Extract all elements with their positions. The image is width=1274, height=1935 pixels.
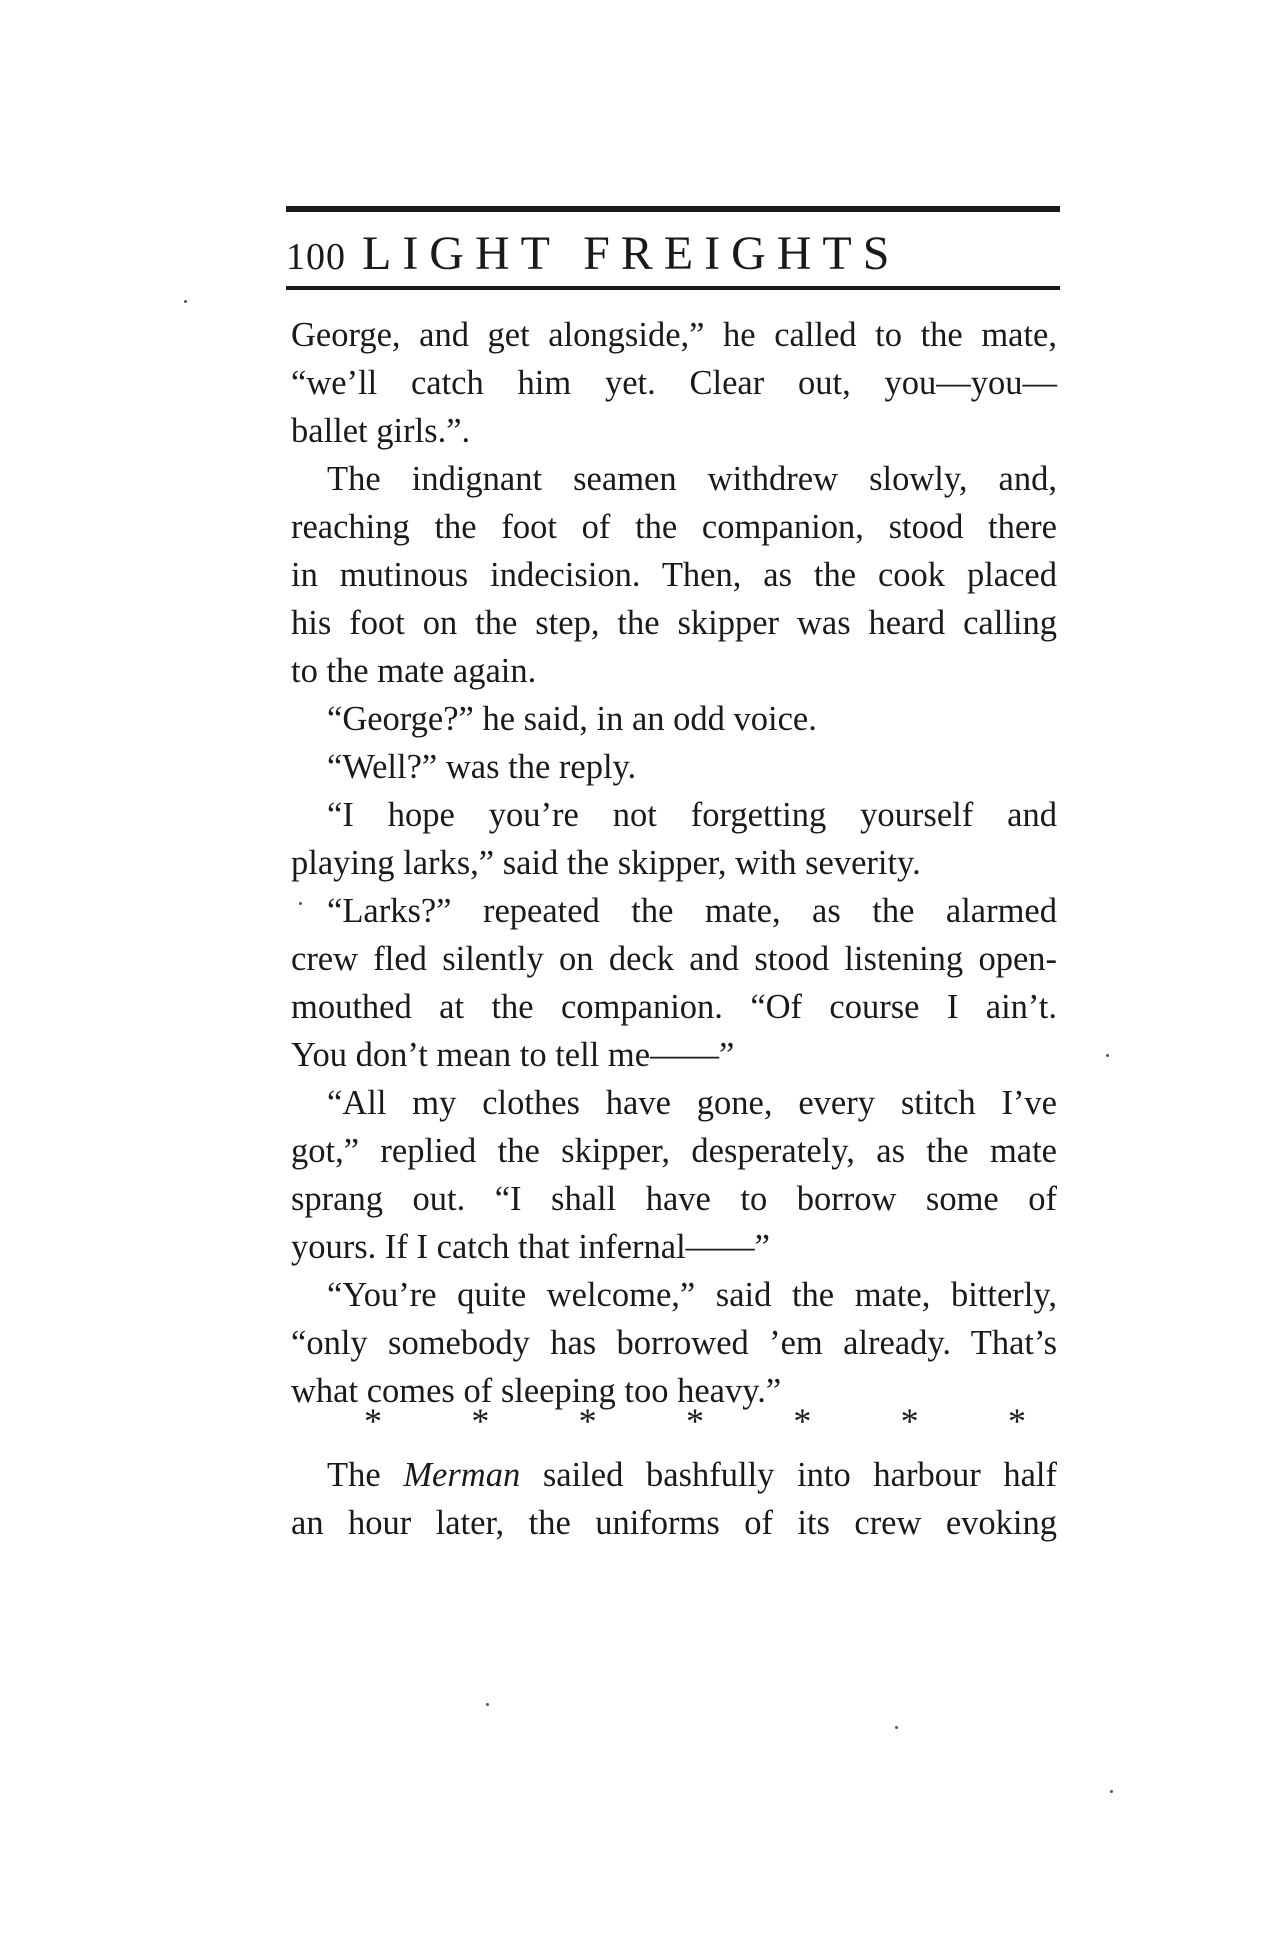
text-line: to the mate again. bbox=[291, 652, 537, 690]
section-break-asterisk: * bbox=[578, 1401, 597, 1441]
text-line: his foot on the step, the skipper was heard calling bbox=[291, 604, 1057, 642]
text-line: an hour later, the uniforms of its crew evoking bbox=[291, 1504, 1057, 1542]
book-title: LIGHT FREIGHTS bbox=[362, 227, 901, 280]
text-line: crew fled silently on deck and stood listening open- bbox=[291, 940, 1057, 978]
section-break-asterisk: * bbox=[900, 1401, 919, 1441]
section-break-asterisk: * bbox=[364, 1401, 382, 1441]
paragraph-first-line: “All my clothes have gone, every stitch I’ve bbox=[327, 1084, 1057, 1122]
text-line: in mutinous indecision. Then, as the cook placed bbox=[291, 556, 1057, 594]
text-line: “we’ll catch him yet. Clear out, you—you— bbox=[291, 364, 1057, 402]
scan-speck bbox=[486, 1703, 489, 1706]
page-number: 100 bbox=[286, 236, 346, 278]
paragraph-first-line: “George?” he said, in an odd voice. bbox=[327, 700, 817, 738]
scan-speck bbox=[184, 300, 187, 303]
text-line: reaching the foot of the companion, stood there bbox=[291, 508, 1057, 546]
section-break-asterisk: * bbox=[1007, 1401, 1026, 1441]
text-line: mouthed at the companion. “Of course I ain’t. bbox=[291, 988, 1057, 1026]
paragraph-first-line: “Larks?” repeated the mate, as the alarmed bbox=[327, 892, 1057, 930]
text-line: You don’t mean to tell me——” bbox=[291, 1036, 735, 1074]
paragraph-first-line bbox=[327, 1452, 1057, 1498]
section-break-asterisk: * bbox=[471, 1401, 490, 1441]
text-line: yours. If I catch that infernal——” bbox=[291, 1228, 770, 1266]
text-fragment: sailed bashfully into harbour half bbox=[520, 1456, 1058, 1494]
text-line: sprang out. “I shall have to borrow some of bbox=[291, 1180, 1057, 1218]
text-fragment: The bbox=[327, 1456, 404, 1494]
scan-speck bbox=[1106, 1054, 1109, 1057]
paragraph-first-line: “Well?” was the reply. bbox=[327, 748, 637, 786]
scan-speck bbox=[895, 1726, 898, 1729]
section-break-asterisk: * bbox=[793, 1401, 812, 1441]
section-break-asterisk: * bbox=[685, 1401, 704, 1441]
ship-name: Merman bbox=[403, 1456, 521, 1494]
text-line: “only somebody has borrowed ’em already. That’s bbox=[291, 1324, 1057, 1362]
text-line: got,” replied the skipper, desperately, as the mate bbox=[291, 1132, 1057, 1170]
scan-speck bbox=[1110, 1790, 1113, 1793]
paragraph-first-line: “You’re quite welcome,” said the mate, bitterly, bbox=[327, 1276, 1057, 1314]
scan-speck bbox=[299, 902, 302, 905]
paragraph-first-line: The indignant seamen withdrew slowly, and, bbox=[327, 460, 1057, 498]
text-line: George, and get alongside,” he called to the mate, bbox=[291, 316, 1057, 354]
text-line: ballet girls.”. bbox=[291, 412, 471, 450]
paragraph-first-line: “I hope you’re not forgetting yourself and bbox=[327, 796, 1057, 834]
running-head bbox=[286, 226, 1060, 282]
text-line: what comes of sleeping too heavy.” bbox=[291, 1372, 782, 1410]
header-bottom-rule bbox=[286, 286, 1060, 290]
header-top-rule bbox=[286, 206, 1060, 212]
text-line: playing larks,” said the skipper, with severity. bbox=[291, 844, 921, 882]
section-break bbox=[364, 1398, 1026, 1444]
